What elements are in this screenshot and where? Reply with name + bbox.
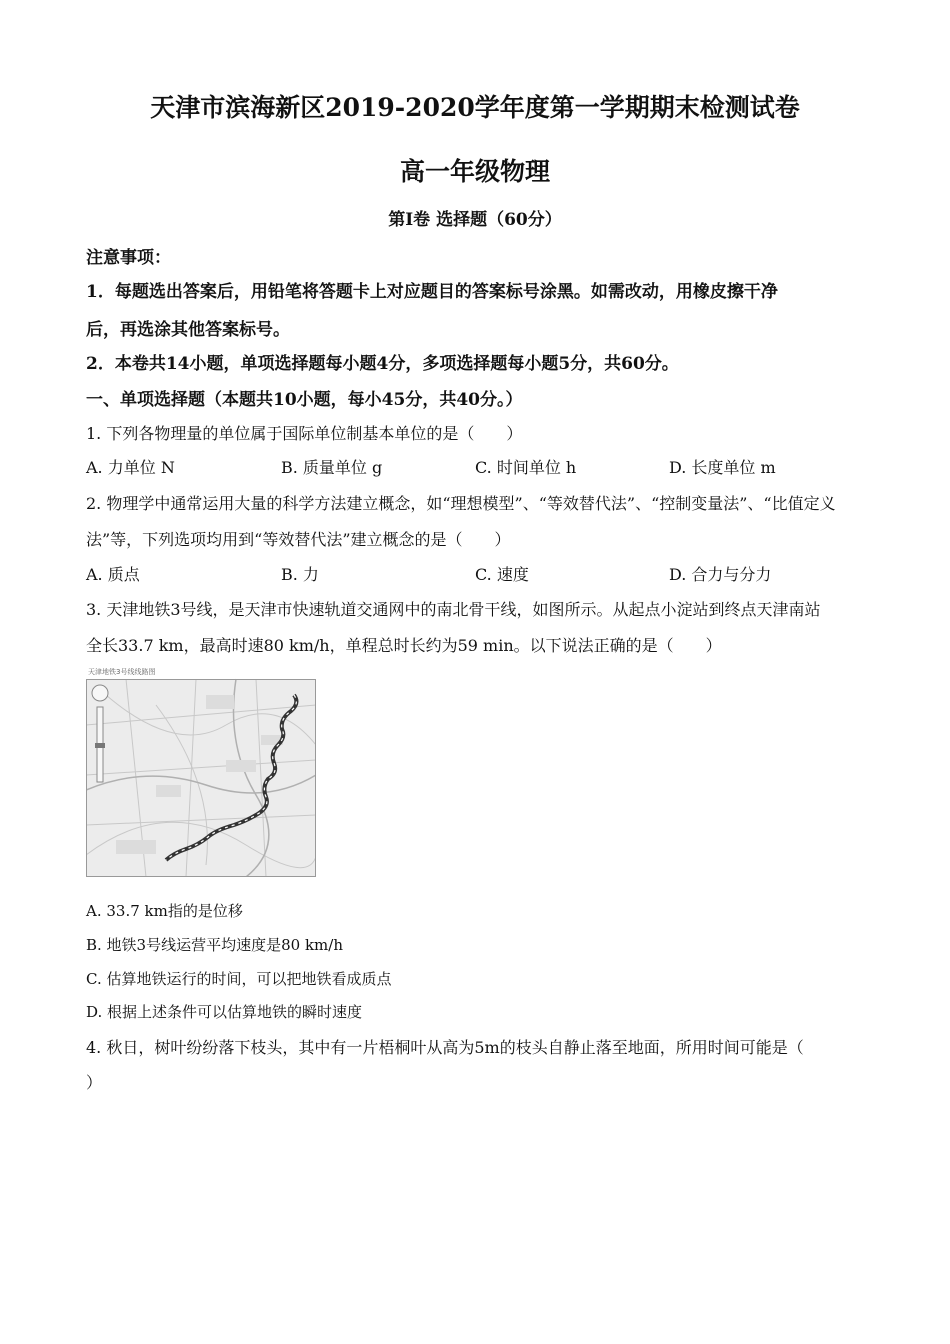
question-1-option-b: B. 质量单位 g	[281, 458, 383, 477]
question-2-option-a: A. 质点	[86, 565, 140, 584]
question-3-option-c: C. 估算地铁运行的时间，可以把地铁看成质点	[86, 970, 392, 988]
question-3-option-d: D. 根据上述条件可以估算地铁的瞬时速度	[86, 1003, 363, 1021]
question-3-stem-line-2: 全长33.7 km，最高时速80 km/h，单程总时长约为59 min。以下说法正确的是（ ）	[86, 636, 722, 655]
section-heading: 第Ⅰ卷 选择题（60分）	[388, 210, 562, 230]
part1-heading: 一、单项选择题（本题共10小题，每小45分，共40分。）	[86, 390, 523, 410]
notice-item-1-line-1: 1．每题选出答案后，用铅笔将答题卡上对应题目的答案标号涂黑。如需改动，用橡皮擦干净	[86, 282, 778, 302]
map-caption: 天津地铁3号线线路图	[88, 668, 156, 676]
question-1-option-d: D. 长度单位 m	[669, 458, 776, 477]
question-2-option-c: C. 速度	[475, 565, 529, 584]
question-3-option-b: B. 地铁3号线运营平均速度是80 km/h	[86, 936, 343, 954]
question-2-option-d: D. 合力与分力	[669, 565, 772, 584]
question-1-option-a: A. 力单位 N	[86, 458, 175, 477]
question-3-stem-line-1: 3. 天津地铁3号线，是天津市快速轨道交通网中的南北骨干线，如图所示。从起点小淀站到终点天津南站	[86, 600, 821, 619]
metro-map-figure	[86, 665, 316, 877]
question-2-stem-line-1: 2. 物理学中通常运用大量的科学方法建立概念，如“理想模型”、“等效替代法”、“控制变量法”、“比值定义	[86, 494, 836, 513]
question-1-stem: 1. 下列各物理量的单位属于国际单位制基本单位的是（ ）	[86, 424, 523, 443]
notice-item-2: 2．本卷共14小题，单项选择题每小题4分，多项选择题每小题5分，共60分。	[86, 354, 679, 374]
exam-subtitle: 高一年级物理	[399, 157, 550, 186]
question-4-stem-line-1: 4. 秋日，树叶纷纷落下枝头，其中有一片梧桐叶从高为5m的枝头自静止落至地面，所用时间可能是（	[86, 1038, 804, 1057]
question-3-option-a: A. 33.7 km指的是位移	[86, 902, 243, 920]
question-1-option-c: C. 时间单位 h	[475, 458, 577, 477]
question-4-stem-line-2: ）	[86, 1073, 103, 1092]
question-2-option-b: B. 力	[281, 565, 319, 584]
notice-heading: 注意事项：	[86, 248, 171, 268]
exam-title: 天津市滨海新区2019-2020学年度第一学期期末检测试卷	[150, 93, 800, 122]
question-2-stem-line-2: 法”等，下列选项均用到“等效替代法”建立概念的是（ ）	[86, 530, 511, 549]
metro-map-image	[86, 665, 316, 877]
notice-item-1-line-2: 后，再选涂其他答案标号。	[86, 320, 290, 340]
